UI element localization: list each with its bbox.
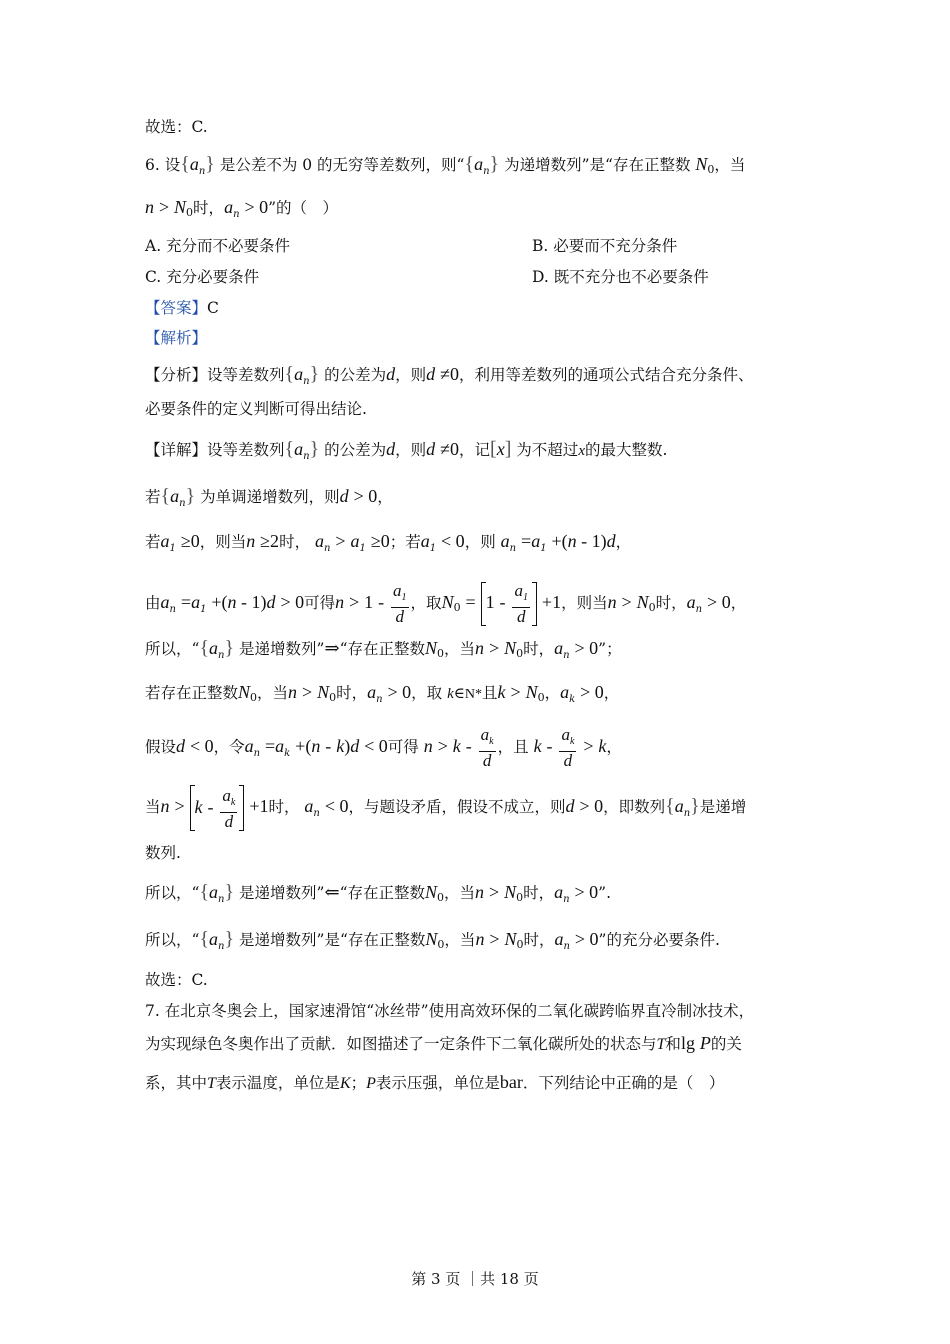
proof-line-7: 当n > k - $\frac{a_k}{d}$ +1时， $a_n < 0$，与题设矛盾，假设不成立，则d > 0，即数列$\{a_n\}$是递增 (145, 786, 747, 831)
text: ”的（ ） (268, 199, 339, 217)
page-footer: 第 3 页 ｜共 18 页 (411, 1270, 539, 1288)
question-7-line-1: 7. 在北京冬奥会上，国家速滑馆“冰丝带”使用高效环保的二氧化碳跨临界直冷制冰技术， (145, 1002, 755, 1020)
xiangjie-line-1: 【详解】设等差数列$\{a_n\}$ 的公差为d，则d ≠0，记[x] 为不超过x的最大整数. (145, 438, 668, 462)
proof-line-3: 由$a_n =a_1 +(n - 1)d > 0$可得n > 1 - $\frac{a_1}{d}$ ，取$N_0 = 1$ - $\frac{a_1}{d}$ +1，则当$n > N_0$时，$a_n > 0$， (145, 581, 747, 626)
analysis-line (145, 327, 820, 349)
proof-line-8: 数列. (145, 844, 181, 862)
text: 6. 设 (145, 156, 181, 174)
answer-value: C (207, 299, 219, 317)
proof-line-5: 若存在正整数$N_0$，当$n > N_0$时，$a_n > 0$，取 k∈N*且$k > N_0$，$a_k > 0$， (145, 682, 620, 705)
proof-line-9: 所以，“$\{a_n\}$ 是递增数列”⇐“存在正整数$N_0$，当$n > N_0$时，$a_n > 0$”. (145, 881, 612, 905)
proof-line-4: 所以，“$\{a_n\}$ 是递增数列”⇒“存在正整数$N_0$，当$n > N_0$时，$a_n > 0$”； (145, 637, 622, 661)
text: 故选：C. (145, 118, 208, 136)
fraction: $\frac{a_k}{d}$ (561, 725, 575, 770)
option-d[interactable]: D. 既不充分也不必要条件 (532, 268, 709, 286)
question-7-line-3: 系，其中T表示温度，单位是K；P表示压强，单位是bar．下列结论中正确的是（ ） (145, 1072, 725, 1092)
answer-line (145, 297, 820, 319)
proof-line-2: 若$a_1 \ge 0$，则当n ≥2时， $a_n > a_1 \ge 0$；若$a_1 < 0$，则 $a_n =a_1 +(n - 1)d$， (145, 531, 632, 554)
floor-bracket: k - $\frac{a_k}{d}$ (190, 785, 245, 831)
option-b[interactable]: B. 必要而不充分条件 (532, 237, 678, 255)
text-line-choice: 故选：C. (145, 971, 208, 989)
fraction: $\frac{a_1}{d}$ (393, 581, 407, 626)
proof-line-1: 若$\{a_n\}$ 为单调递增数列，则d > 0， (145, 485, 393, 509)
fenxi-line-1: 【分析】设等差数列$\{a_n\}$ 的公差为d，则d ≠0，利用等差数列的通项公式结合充分条件、 (145, 363, 754, 387)
text: ，当 (714, 156, 746, 174)
text: 为递增数列”是“存在正整数 (504, 156, 691, 174)
question-7-line-2: 为实现绿色冬奥作出了贡献．如图描述了一定条件下二氧化碳所处的状态与T和lg P的关 (145, 1033, 742, 1053)
question-6-line-1: 6. 设$\{a_n\}$ 是公差不为 0 的无穷等差数列，则“$\{a_n\}$ 为递增数列”是“存在正整数 $N_0$，当 (145, 153, 746, 177)
option-c[interactable]: C. 充分必要条件 (145, 268, 260, 286)
fraction: $\frac{a_k}{d}$ (480, 725, 494, 770)
text: 时， (193, 199, 225, 217)
floor-bracket: 1 - $\frac{a_1}{d}$ (481, 582, 537, 626)
analysis-tag: 【解析】 (145, 329, 208, 347)
text: 是公差不为 0 的无穷等差数列，则“ (219, 156, 465, 174)
question-6-line-2: $n > N_0$时，$a_n > 0$”的（ ） (145, 197, 339, 220)
proof-line-10: 所以，“$\{a_n\}$ 是递增数列”是“存在正整数$N_0$，当$n > N_0$时，$a_n > 0$”的充分必要条件. (145, 928, 720, 952)
fenxi-line-2: 必要条件的定义判断可得出结论. (145, 400, 367, 418)
option-a[interactable]: A. 充分而不必要条件 (145, 237, 291, 255)
proof-line-6: 假设d < 0，令$a_n =a_k +(n - k)d < 0$可得 n > k - $\frac{a_k}{d}$ ，且 k - $\frac{a_k}{d}$ > k， (145, 725, 622, 770)
answer-tag: 【答案】 (145, 299, 208, 317)
text-line-1 (145, 116, 820, 138)
